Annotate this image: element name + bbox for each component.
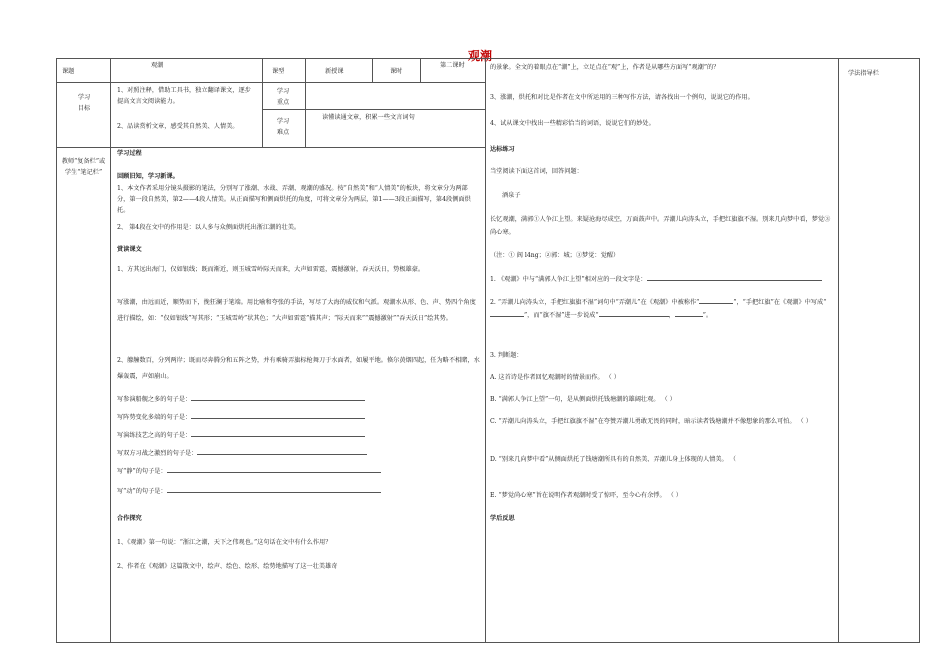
answer-blank[interactable] bbox=[675, 309, 703, 317]
answer-blank[interactable] bbox=[167, 465, 381, 473]
answer-blank[interactable] bbox=[647, 273, 822, 281]
cooperation-question-1: 1、《观潮》第一句说：“浙江之潮，天下之伟观也。”这句话在文中有什么作用？ bbox=[117, 539, 332, 546]
cooperation-question-4: 4、试从课文中找出一些精彩恰当的词语，说说它们的妙处。 bbox=[490, 120, 655, 127]
cooperation-heading: 合作探究 bbox=[117, 515, 142, 522]
answer-blank[interactable] bbox=[191, 393, 365, 401]
fill-line-battle: 写双方习战之激烈的句子是： bbox=[117, 447, 367, 459]
type-label: 课型 bbox=[272, 68, 285, 75]
cooperation-question-3: 3、涨潮，烘托和对比是作者在文中所运用的三种写作方法，请各找出一个例句，说说它的作用。 bbox=[490, 94, 754, 101]
reflection-heading: 学后反思 bbox=[490, 515, 515, 522]
page-title: 观潮 bbox=[468, 49, 493, 63]
objective-item-2: 2、品读赏析文章，感受其自然美、人情美。 bbox=[117, 123, 239, 130]
rule-header bbox=[56, 82, 485, 83]
practice-question-2: 2. “弄潮儿向涛头立，手把红旗旗不湿”词句中“弄潮儿”在《观潮》中被称作“ ”，“手把红旗”在《观潮》中写成“”，而“旗不湿”进一步说成“ ， ”。 bbox=[490, 296, 836, 322]
review-paragraph-2: 2、 第4段在文中的作用是：以人多与众侧面烘托出浙江潮的壮美。 bbox=[117, 224, 301, 231]
divider-left-margin bbox=[110, 58, 111, 642]
divider-header-b bbox=[372, 58, 373, 82]
answer-blank[interactable] bbox=[490, 309, 524, 317]
difficulty-label: 学习 难点 bbox=[276, 118, 290, 136]
practice-question-3: 3. 判断题： bbox=[490, 352, 523, 359]
judge-item-a: A. 这首诗是作者回忆观潮时的情景而作。 （ ） bbox=[490, 374, 620, 381]
divider-objectives bbox=[262, 58, 263, 147]
poem-text: 长忆观潮，满郭①人争江上望。来疑沧海尽成空，万面鼓声中。弄潮儿向涛头立，手把红旗旗不湿。别来几向梦中看，梦觉③尚心寒。 bbox=[490, 216, 831, 236]
poem-title: 酒泉子 bbox=[502, 192, 521, 199]
judge-item-d: D. “别来几向梦中看”从侧面烘托了钱塘潮所具有的自然美、弄潮儿身上体现的人情美。 （ bbox=[490, 456, 736, 463]
cooperation-question-2: 2、作者在《观潮》这篇散文中，绘声、绘色、绘形、绘势地描写了这一壮美雄奇 bbox=[117, 563, 338, 570]
answer-blank[interactable] bbox=[599, 309, 669, 317]
fill-line-still: 写“静”的句子是： bbox=[117, 465, 381, 477]
period-value: 第二课时 bbox=[440, 62, 465, 69]
difficulty-value: 读懂读通文章，积累一些文言词句 bbox=[322, 114, 415, 121]
margin-note: 教师“复备栏”或学生“笔记栏” bbox=[61, 158, 106, 176]
practice-question-1: 1. 《观潮》中与“满郭人争江上望”相对应的一段文字是： bbox=[490, 273, 822, 285]
worksheet-frame bbox=[56, 58, 920, 643]
divider-header-c bbox=[420, 58, 421, 82]
practice-intro: 当堂阅读下面这首词，回答问题： bbox=[490, 168, 583, 175]
fill-line-motion: 写“动”的句子是： bbox=[117, 485, 381, 497]
key-label: 学习 重点 bbox=[276, 88, 290, 106]
divider-guide-column bbox=[838, 58, 839, 642]
fill-line-formation: 写阵势变化多端的句子是： bbox=[117, 411, 365, 423]
judge-item-e: E. “梦觉尚心寒”旨在说明作者观潮时受了惊吓，至今心有余悸。 （ ） bbox=[490, 492, 682, 499]
process-heading: 学习过程 bbox=[117, 150, 142, 157]
answer-blank[interactable] bbox=[191, 429, 365, 437]
objectives-label: 学习 目标 bbox=[77, 94, 91, 112]
answer-blank[interactable] bbox=[699, 296, 733, 304]
judge-item-c: C. “弄潮儿向涛头立，手把红旗旗不湿”在夸赞弄潮儿勇敢无畏的同时，暗示读者钱塘潮并不像想象的那么可怕。 （ ） bbox=[490, 418, 812, 425]
appreciate-paragraph-1: 1、方其远出海门，仅如银线；既而渐近，则玉城雪岭际天而来，大声如雷霆，震撼激射，吞天沃日，势极雄豪。 bbox=[117, 266, 425, 273]
appreciate-paragraph-2: 写涨潮，由远而近，顺势而下，挽狂澜于笔端。用比喻和夸张的手法，写尽了大海的威仪和气派。观潮水从形、色、声、势四个角度进行描绘，如：“仅如银线”写其形；“玉城雪岭”状其色；“大声如雷霆”描其声；“际天而来”“震撼激射”“吞天沃日”绘其势。 bbox=[117, 299, 476, 322]
appreciate-paragraph-3: 2、艨艟数百，分列两岸；既而尽奔腾分和五阵之势，并有乘骑弄旗标枪舞刀于水面者，如履平地。倏尔黄烟四起，任为略不相睹，水爆轰震，声如崩山。 bbox=[117, 357, 480, 380]
answer-blank[interactable] bbox=[167, 485, 381, 493]
answer-blank[interactable] bbox=[191, 411, 365, 419]
period-label: 课时 bbox=[390, 68, 403, 75]
divider-header-a bbox=[305, 58, 306, 147]
cooperation-question-2-continued: 的景象。全文的着眼点在“潮”上，立足点在“观”上，作者是从哪些方面写“观潮”的？ bbox=[490, 64, 720, 71]
fill-line-ships: 写参演船舰之多的句子是： bbox=[117, 393, 365, 405]
divider-middle bbox=[485, 58, 486, 642]
type-value: 新授课 bbox=[325, 68, 344, 75]
fill-line-skill: 写演练技艺之高的句子是： bbox=[117, 429, 365, 441]
appreciate-heading: 赏读课文 bbox=[117, 246, 142, 253]
answer-blank[interactable] bbox=[197, 447, 367, 455]
poem-notes: （注：① 阆 l4ng；②郭：城；③梦觉：觉醒） bbox=[490, 252, 620, 259]
subject-value: 观潮 bbox=[151, 62, 164, 69]
practice-heading: 达标练习 bbox=[490, 146, 515, 153]
judge-item-b: B. “满郭人争江上望”一句，是从侧面烘托钱塘潮的雄阔壮观。 （ ） bbox=[490, 396, 676, 403]
review-paragraph-1: 1、本文作者采用分镜头摄影的笔法，分别写了涨潮、水战、弄潮、观潮的盛况。按“自然美”和“人情美”的板块，将文章分为两部分，第一段自然美，第2——4段人情美。从正面描写和侧面烘托的角度，可将文章分为两层，第1——3段正面描写，第4段侧面烘托。 bbox=[117, 185, 471, 214]
review-heading: 回顾旧知，学习新课。 bbox=[117, 173, 179, 180]
objective-item-1: 1、对照注释，借助工具书，独立翻译课文，逐步提高文言文阅读能力。 bbox=[117, 87, 251, 105]
rule-key-diff bbox=[262, 109, 485, 110]
subject-label: 课题 bbox=[62, 68, 75, 75]
guide-column-label: 学法指导栏 bbox=[848, 70, 879, 77]
